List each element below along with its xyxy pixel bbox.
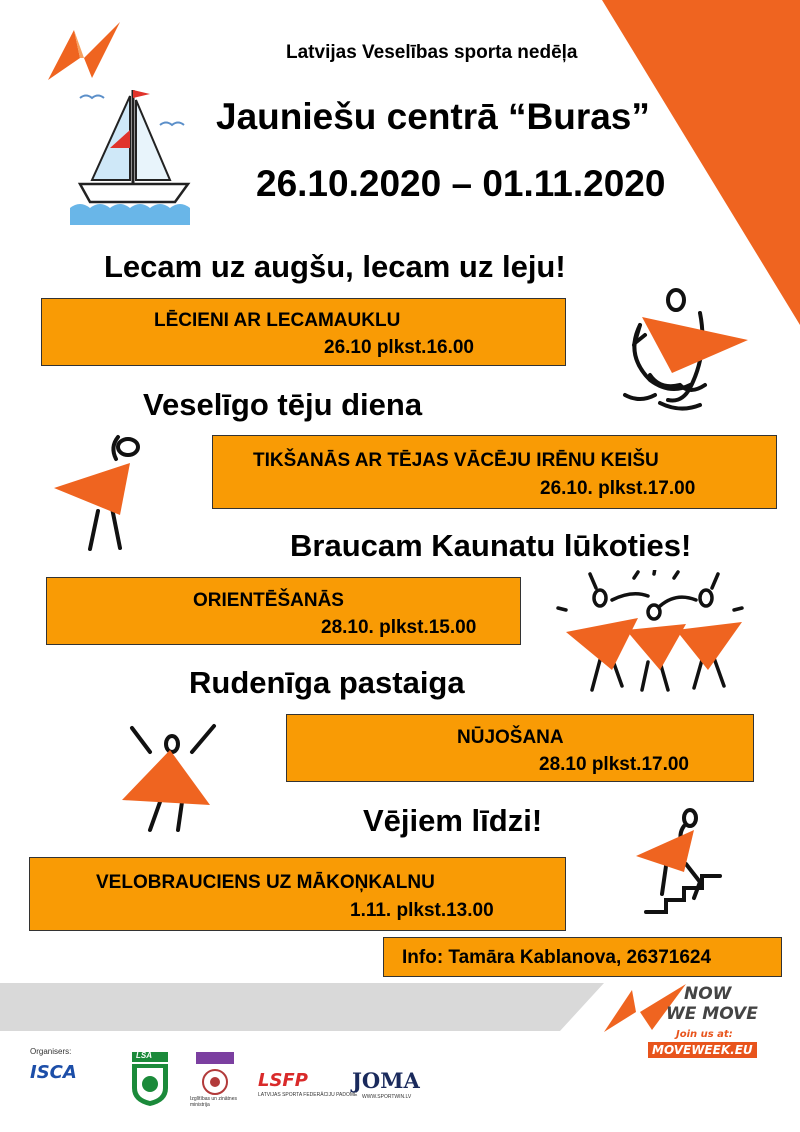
contact-info: Info: Tamāra Kablanova, 26371624 [383,937,782,977]
ministry-caption: Izglītības un zinātnes ministrija [190,1096,237,1108]
event-heading-2: Veselīgo tēju diena [143,387,423,422]
moveweek-line2: WE MOVE [666,1004,758,1024]
cheering-group-icon [556,570,746,695]
event-activity-1: LĒCIENI AR LECAMAUKLU [154,310,401,331]
moveweek-join: Join us at: [676,1029,733,1040]
event-box-1 [41,298,566,366]
event-time-5: 1.11. plkst.13.00 [350,900,494,921]
event-box-2 [212,435,777,509]
event-activity-3: ORIENTĒŠANĀS [193,590,344,611]
event-heading-5: Vējiem līdzi! [363,803,543,838]
event-box-3 [46,577,521,645]
event-box-4 [286,714,754,782]
moveweek-logo-mark-icon [44,18,124,84]
event-activity-5: VELOBRAUCIENS UZ MĀKOŅKALNU [96,872,435,893]
joma-caption: WWW.SPORTWIN.LV [362,1094,412,1100]
event-time-2: 26.10. plkst.17.00 [540,478,696,499]
event-box-5 [29,857,566,931]
event-time-4: 28.10 plkst.17.00 [539,754,689,775]
event-activity-4: NŪJOŠANA [457,727,564,748]
event-tagline: Latvijas Veselības sporta nedēļa [286,42,578,63]
stretching-figure-icon [52,433,157,553]
event-activity-2: TIKŠANĀS AR TĒJAS VĀCĒJU IRĒNU KEIŠU [253,450,659,471]
ministry-crest-icon [194,1050,236,1096]
lsfp-logo: LSFP [258,1070,308,1091]
event-heading-3: Braucam Kaunatu lūkoties! [290,528,692,563]
event-heading-1: Lecam uz augšu, lecam uz leju! [104,249,566,284]
lsa-logo-text: LSA [136,1051,152,1060]
event-heading-4: Rudenīga pastaiga [189,665,465,700]
celebrating-figure-icon [120,720,230,835]
moveweek-site-link[interactable]: MOVEWEEK.EU [648,1042,757,1058]
isca-logo: ISCA [30,1062,77,1083]
event-time-3: 28.10. plkst.15.00 [321,617,477,638]
lsfp-caption: LATVIJAS SPORTA FEDERĀCIJU PADOME [258,1092,358,1098]
stair-climbing-figure-icon [632,808,727,916]
moveweek-line1: NOW [684,984,732,1004]
joma-logo: JOMA [352,1068,420,1093]
date-range: 26.10.2020 – 01.11.2020 [256,163,666,204]
event-time-1: 26.10 plkst.16.00 [324,337,474,358]
main-title: Jauniešu centrā “Buras” [216,96,650,137]
jumping-figure-icon [620,285,755,415]
sailboat-icon [70,80,200,225]
organisers-label: Organisers: [30,1047,72,1056]
